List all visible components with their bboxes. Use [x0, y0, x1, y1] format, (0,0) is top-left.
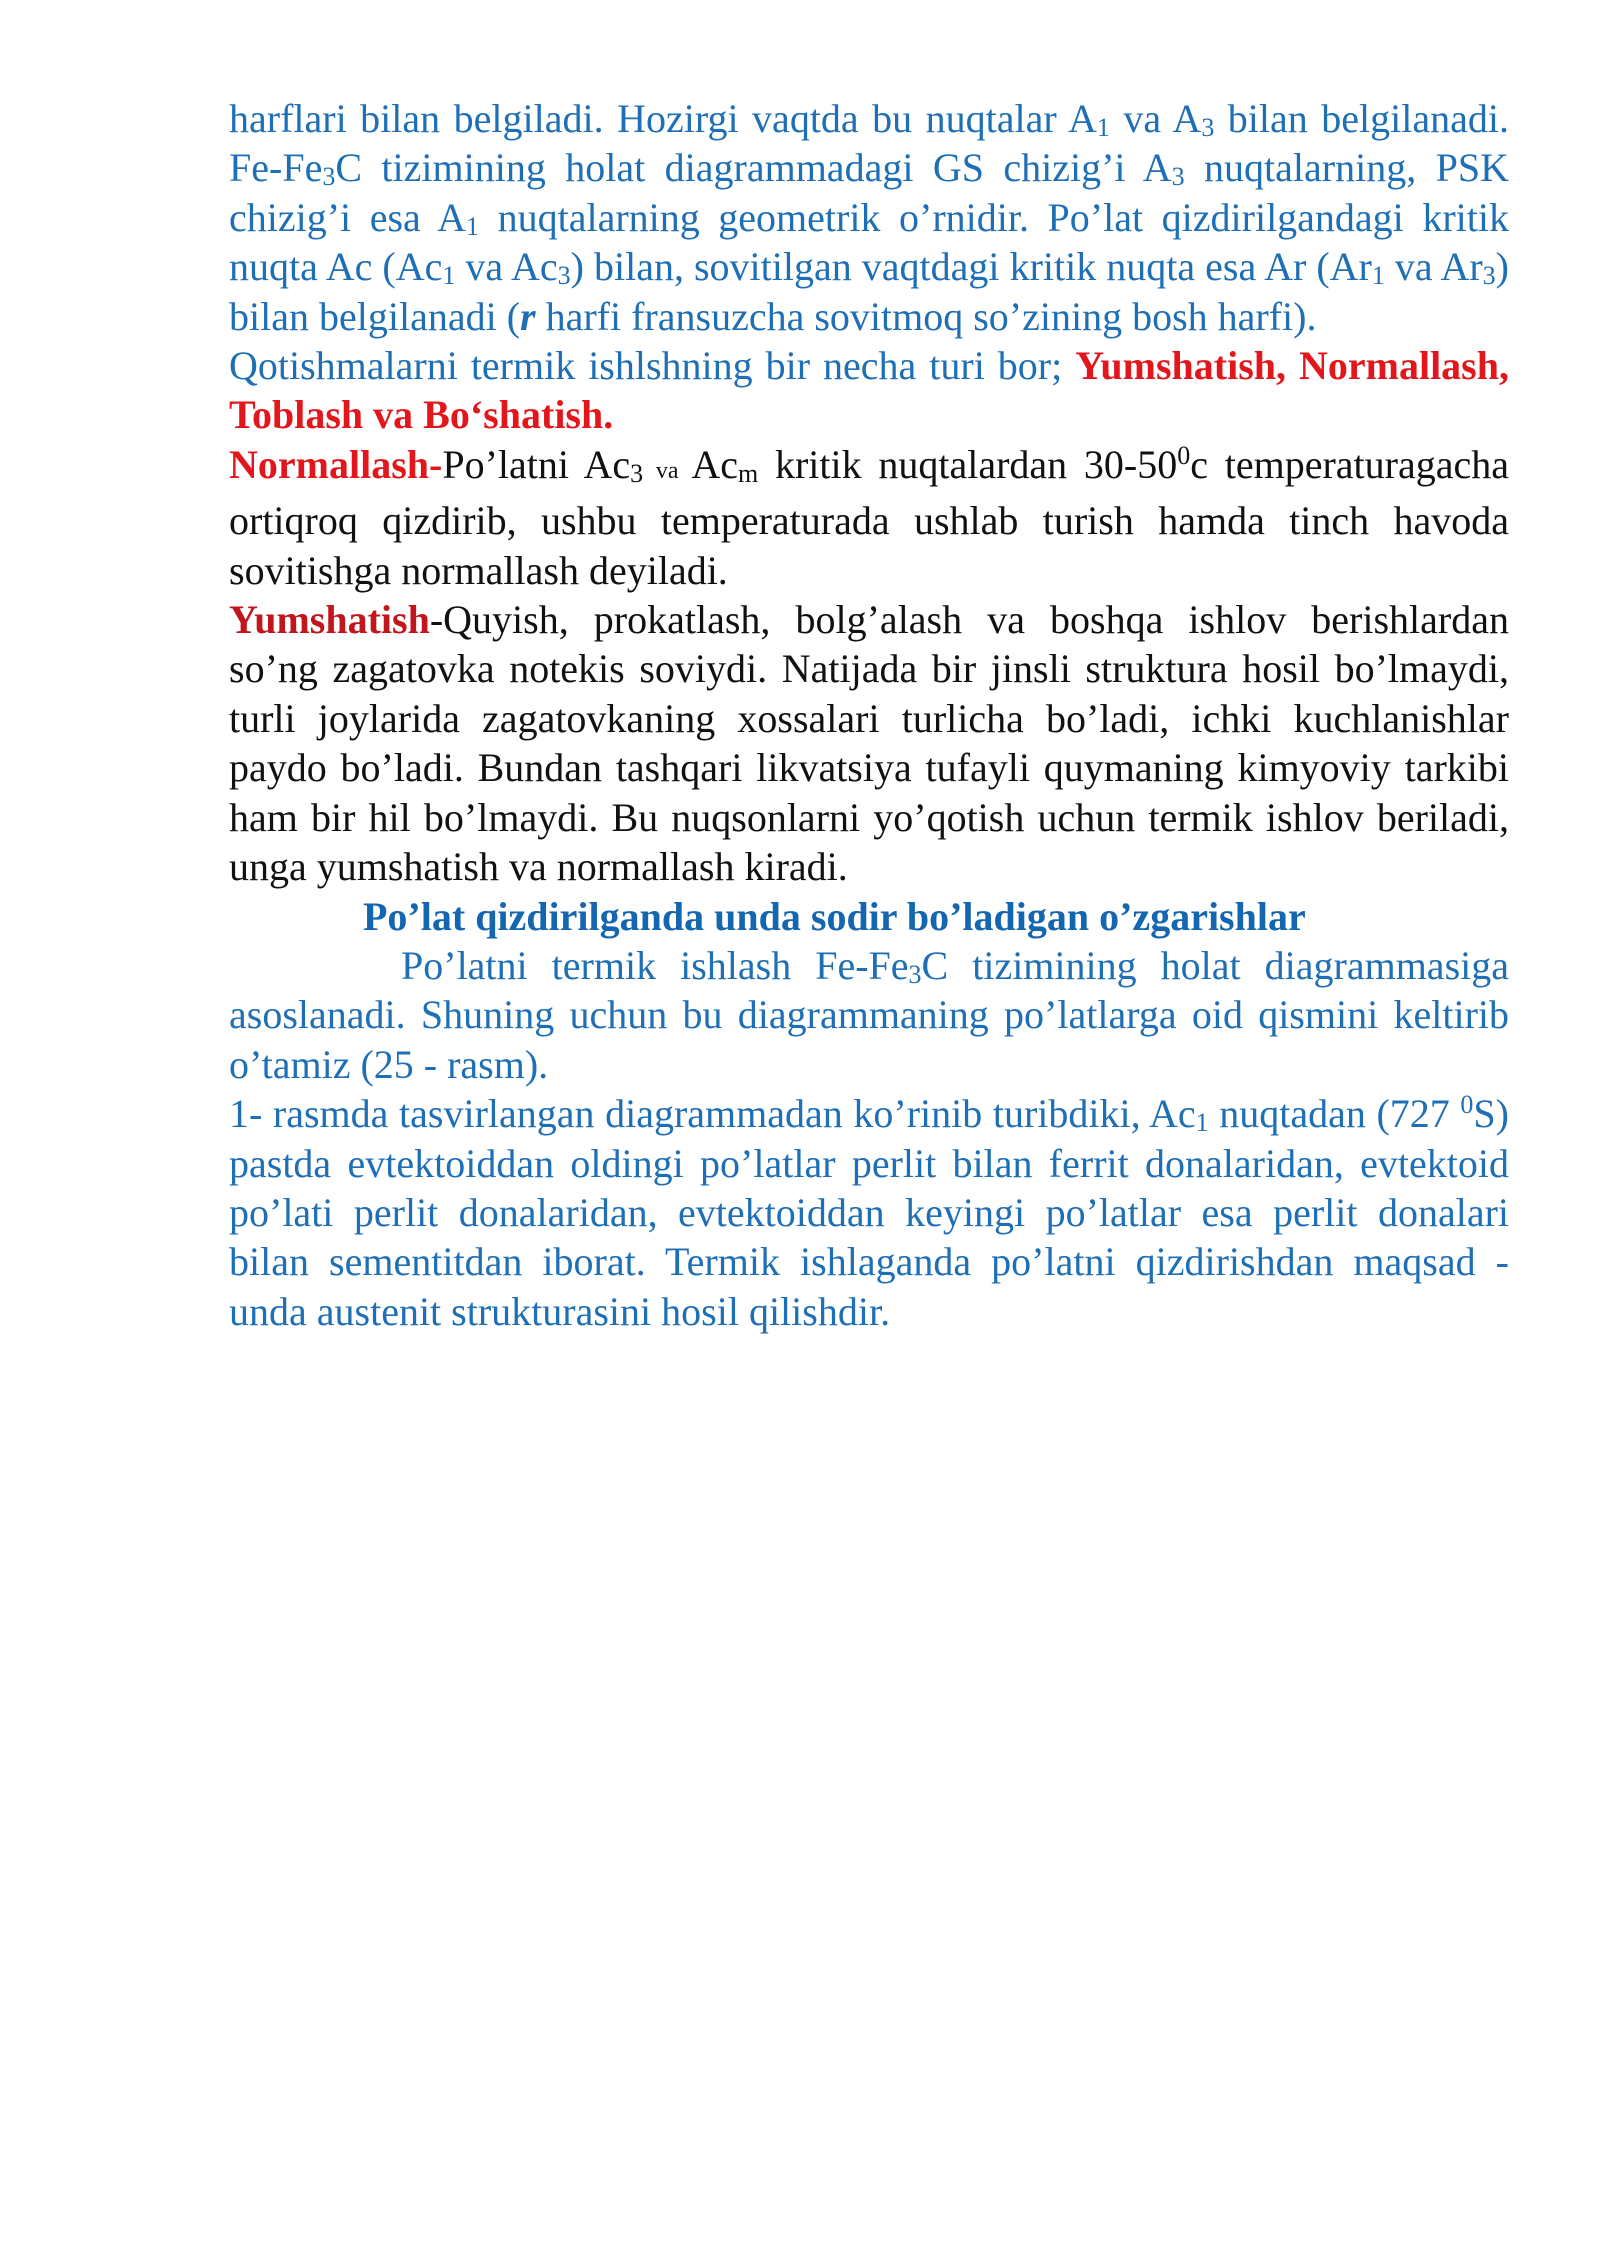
treatment-types-highlight: Yumshatish, Normallash, Toblash va Bo‘shatish. — [229, 343, 1509, 438]
paragraph-normalizing: Normallash-Po’latni $Ac_3$ va $Ac_m$ kritik nuqtalardan $30-50^0c$ temperaturagacha ortiqroq qizdirib, ushbu temperaturada ushlab turish hamda tinch havoda sovitishga normallash deyiladi. — [229, 440, 1510, 593]
paragraph-heat-treatment-types: Qotishmalarni termik ishlshning bir necha turi bor; Yumshatish, Normallash, Toblash va Bo‘shatish. — [229, 343, 1509, 438]
section-heading: Po’lat qizdirilganda unda sodir bo’ladigan o’zgarishlar — [363, 893, 1306, 939]
term-annealing: Yumshatish — [229, 597, 430, 643]
term-normalizing: Normallash- — [229, 441, 443, 487]
paragraph-microstructure: 1- rasmda tasvirlangan diagrammadan ko’rinib turibdiki, $Ac_1$ nuqtadan (727 $^0$S) pastda evtektoiddan oldingi po’latlar perlit bilan ferrit donalaridan, evtektoid po’lati perlit donalaridan, evtektoiddan keyingi po’latlar esa perlit donalari bilan sementitdan iborat. Termik ishlaganda po’latni qizdirishdan maqsad - unda austenit strukturasini hosil qilishdir. — [229, 1090, 1509, 1334]
paragraph-diagram-basis: Po’latni termik ishlash $Fe-Fe_3C$ tizimining holat diagrammasiga asoslanadi. Shuning uchun bu diagrammaning po’latlarga oid qismini keltirib o’tamiz (25 - rasm). — [229, 942, 1509, 1087]
document-body — [229, 94, 1509, 1336]
paragraph-critical-points: harflari bilan belgiladi. Hozirgi vaqtda bu nuqtalar $A_1$ va $A_3$ bilan belgilanadi. $Fe-Fe_3C$ tizimining holat diagrammadagi GS chizig’i $A_3$ nuqtalarning, PSK chizig’i esa $A_1$ nuqtalarning geometrik o’rnidir. Po’lat qizdirilgandagi kritik nuqta Ac ($Ac_1$ va $Ac_3$) bilan, sovitilgan vaqtdagi kritik nuqta esa Ar ($Ar_1$ va $Ar_3$) bilan belgilanadi (r harfi fransuzcha sovitmoq so’zining bosh harfi). — [229, 96, 1510, 339]
paragraph-annealing: Yumshatish-Quyish, prokatlash, bolg’alash va boshqa ishlov berishlardan so’ng zagatovka notekis soviydi. Natijada bir jinsli struktura hosil bo’lmaydi, turli joylarida zagatovkaning xossalari turlicha bo’ladi, ichki kuchlanishlar paydo bo’ladi. Bundan tashqari likvatsiya tufayli quymaning kimyoviy tarkibi ham bir hil bo’lmaydi. Bu nuqsonlarni yo’qotish uchun termik ishlov beriladi, unga yumshatish va normallash kiradi. — [229, 597, 1509, 890]
